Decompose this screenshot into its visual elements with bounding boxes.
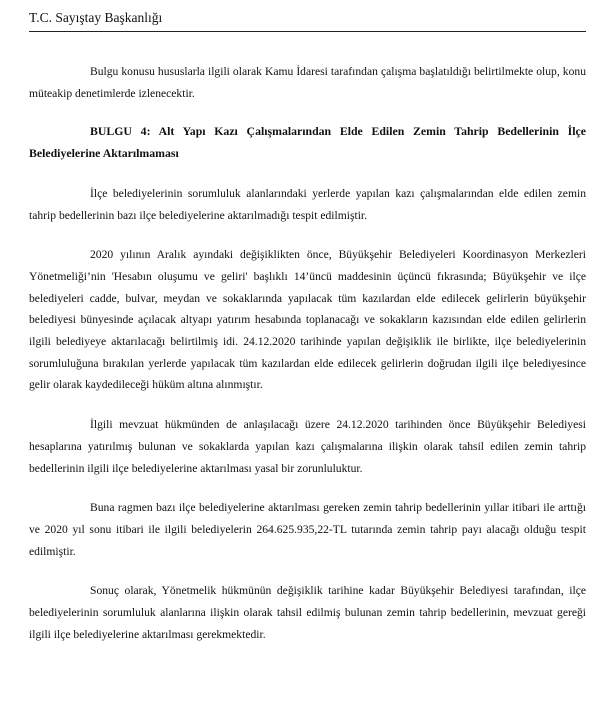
document-body — [29, 32, 586, 645]
paragraph-3: 2020 yılının Aralık ayındaki değişiklikten önce, Büyükşehir Belediyeleri Koordinasyon Merkezleri Yönetmeliği’nin 'Hesabın oluşumu ve geliri' başlıklı 14’üncü maddesinin üçüncü fıkrasında; Büyükşehir ve ilçe belediyeleri cadde, bulvar, meydan ve sokaklarında yapılacak tüm kazılardan elde edilecek gelirlerin büyükşehir belediyesi bünyesinde açılacak altyapı yatırım hesabında toplanacağı ve sokakların kazısından elde edilen gelirlerin ilgili belediyeye aktarılacağı belirtilmiş idi. 24.12.2020 tarihinde yapılan değişiklik ile birlikte, ilçe belediyelerinin sorumluluğuna bırakılan yerlerde yapılacak tüm kazılardan elde edilecek gelirlerin doğrudan ilgili ilçe belediyesince gelir olarak kaydedileceği hüküm altına alınmıştır. — [29, 248, 586, 392]
paragraph-6: Sonuç olarak, Yönetmelik hükmünün değişiklik tarihine kadar Büyükşehir Belediyesi tarafından, ilçe belediyelerinin sorumluluk alanlarına ilişkin olarak tahsil edilmiş bulunan zemin tahrip bedellerinin, mevzuat gereği ilgili ilçe belediyelerine aktarılması gerekmektedir. — [29, 584, 586, 641]
paragraph-2: İlçe belediyelerinin sorumluluk alanlarındaki yerlerde yapılan kazı çalışmalarından elde edilen zemin tahrip bedellerinin bazı ilçe belediyelerine aktarılmadığı tespit edilmiştir. — [29, 186, 586, 222]
paragraph-1: Bulgu konusu hususlarla ilgili olarak Kamu İdaresi tarafından çalışma başlatıldığı belirtilmekte olup, konu müteakip denetimlerde izlenecektir. — [29, 65, 586, 100]
page-header: T.C. Sayıştay Başkanlığı — [29, 0, 586, 32]
paragraph-5: Buna ragmen bazı ilçe belediyelerine aktarılması gereken zemin tahrip bedellerinin yıllar itibari ile arttığı ve 2020 yıl sonu itibari ile ilgili belediyelerin 264.625.935,22-TL tutarında zemin tahrip payı alacağı olduğu tespit edilmiştir. — [29, 501, 586, 558]
finding-heading: BULGU 4: Alt Yapı Kazı Çalışmalarından Elde Edilen Zemin Tahrip Bedellerinin İlçe Belediyelerine Aktarılmaması — [29, 124, 586, 161]
paragraph-4: İlgili mevzuat hükmünden de anlaşılacağı üzere 24.12.2020 tarihinden önce Büyükşehir Belediyesi hesaplarına yatırılmış bulunan ve sokaklarda yapılan kazı çalışmalarına ilişkin olarak tahsil edilen zemin tahrip bedellerinin ilgili ilçe belediyelerine aktarılması yasal bir zorunluluktur. — [29, 418, 586, 475]
